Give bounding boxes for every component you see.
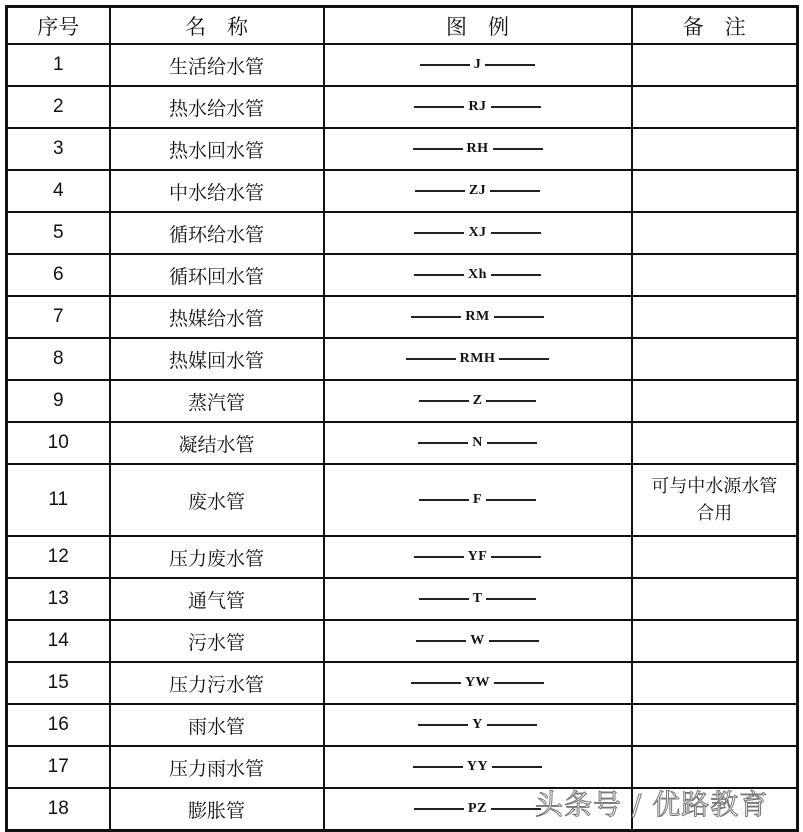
legend-symbol [325, 351, 631, 367]
legend-cell [324, 86, 632, 128]
pipe-name: 压力污水管 [110, 662, 324, 704]
line-right [491, 808, 541, 810]
header-index: 序号 [7, 7, 110, 45]
line-left [418, 442, 468, 444]
line-right [486, 499, 536, 501]
line-left [419, 400, 469, 402]
line-left [415, 190, 465, 192]
legend-cell [324, 296, 632, 338]
note-cell [632, 170, 798, 212]
note-cell [632, 746, 798, 788]
legend-cell [324, 746, 632, 788]
header-legend: 图 例 [324, 7, 632, 45]
table-row [7, 536, 798, 578]
header-row [7, 7, 798, 45]
watermark: 头条号 / 优路教育 [535, 788, 769, 821]
line-left [413, 148, 463, 150]
row-index: 17 [7, 746, 110, 788]
legend-symbol [325, 435, 631, 451]
pipe-code: RM [465, 309, 490, 324]
legend-cell [324, 254, 632, 296]
table-row [7, 212, 798, 254]
table-row [7, 338, 798, 380]
table-row [7, 170, 798, 212]
table-row [7, 296, 798, 338]
note-cell [632, 212, 798, 254]
table-row [7, 422, 798, 464]
line-right [490, 190, 540, 192]
table-row [7, 128, 798, 170]
line-left [414, 232, 464, 234]
line-left [419, 598, 469, 600]
pipe-code: PZ [468, 801, 487, 816]
line-left [411, 682, 461, 684]
legend-cell [324, 338, 632, 380]
pipe-legend-table [5, 5, 799, 832]
pipe-name: 生活给水管 [110, 44, 324, 86]
row-index: 5 [7, 212, 110, 254]
note-cell [632, 620, 798, 662]
pipe-code: Xh [468, 267, 487, 282]
table-row [7, 44, 798, 86]
legend-cell [324, 212, 632, 254]
line-right [492, 766, 542, 768]
table-row [7, 578, 798, 620]
line-right [491, 274, 541, 276]
legend-symbol [325, 225, 631, 241]
pipe-code: Y [472, 717, 483, 732]
pipe-code: YF [467, 549, 488, 564]
line-left [414, 106, 464, 108]
legend-symbol [325, 717, 631, 733]
note-cell [632, 128, 798, 170]
pipe-code: RMH [459, 351, 496, 366]
row-index: 6 [7, 254, 110, 296]
pipe-code: N [472, 435, 483, 450]
legend-symbol [325, 591, 631, 607]
legend-cell [324, 620, 632, 662]
pipe-code: ZJ [468, 183, 487, 198]
header-name: 名 称 [110, 7, 324, 45]
pipe-code: XJ [468, 225, 487, 240]
legend-cell [324, 704, 632, 746]
line-left [413, 766, 463, 768]
line-left [416, 640, 466, 642]
pipe-name: 循环回水管 [110, 254, 324, 296]
pipe-name: 废水管 [110, 464, 324, 536]
pipe-name: 热水给水管 [110, 86, 324, 128]
legend-cell [324, 536, 632, 578]
legend-symbol [325, 759, 631, 775]
legend-symbol [325, 57, 631, 73]
line-right [486, 598, 536, 600]
row-index: 9 [7, 380, 110, 422]
pipe-name: 膨胀管 [110, 788, 324, 831]
pipe-code: W [470, 633, 485, 648]
note-cell [632, 536, 798, 578]
legend-cell [324, 170, 632, 212]
pipe-name: 热媒给水管 [110, 296, 324, 338]
pipe-code: T [472, 591, 483, 606]
line-right [499, 358, 549, 360]
pipe-name: 雨水管 [110, 704, 324, 746]
line-left [406, 358, 456, 360]
note-cell [632, 662, 798, 704]
row-index: 10 [7, 422, 110, 464]
row-index: 7 [7, 296, 110, 338]
row-index: 15 [7, 662, 110, 704]
pipe-code: YW [464, 675, 491, 690]
note-cell [632, 464, 798, 536]
line-right [489, 640, 539, 642]
note-cell [632, 338, 798, 380]
pipe-name: 通气管 [110, 578, 324, 620]
legend-symbol [325, 633, 631, 649]
legend-symbol [325, 141, 631, 157]
pipe-code: YY [466, 759, 489, 774]
row-index: 11 [7, 464, 110, 536]
legend-symbol [325, 99, 631, 115]
row-index: 4 [7, 170, 110, 212]
pipe-name: 凝结水管 [110, 422, 324, 464]
note-cell [632, 296, 798, 338]
pipe-code: Z [472, 393, 483, 408]
pipe-name: 压力废水管 [110, 536, 324, 578]
legend-cell [324, 44, 632, 86]
row-index: 8 [7, 338, 110, 380]
note-cell [632, 254, 798, 296]
pipe-name: 蒸汽管 [110, 380, 324, 422]
line-right [491, 106, 541, 108]
line-right [487, 442, 537, 444]
line-right [493, 148, 543, 150]
note-cell [632, 422, 798, 464]
table-row [7, 86, 798, 128]
row-index: 2 [7, 86, 110, 128]
line-left [420, 64, 470, 66]
line-right [486, 400, 536, 402]
note-cell [632, 704, 798, 746]
pipe-code: J [473, 57, 482, 72]
pipe-code: RH [466, 141, 489, 156]
legend-cell [324, 128, 632, 170]
line-left [411, 316, 461, 318]
note-cell [632, 380, 798, 422]
row-index: 12 [7, 536, 110, 578]
legend-symbol [325, 267, 631, 283]
legend-symbol [325, 549, 631, 565]
table-row [7, 380, 798, 422]
pipe-name: 热媒回水管 [110, 338, 324, 380]
note-cell [632, 44, 798, 86]
pipe-name: 热水回水管 [110, 128, 324, 170]
legend-symbol [325, 393, 631, 409]
line-left [414, 274, 464, 276]
legend-symbol [325, 675, 631, 691]
pipe-code: RJ [468, 99, 487, 114]
table-row [7, 746, 798, 788]
pipe-name: 压力雨水管 [110, 746, 324, 788]
table-row [7, 620, 798, 662]
row-index: 3 [7, 128, 110, 170]
legend-cell [324, 380, 632, 422]
row-index: 14 [7, 620, 110, 662]
legend-symbol [325, 183, 631, 199]
row-index: 18 [7, 788, 110, 831]
legend-cell [324, 578, 632, 620]
row-index: 13 [7, 578, 110, 620]
line-left [414, 556, 464, 558]
line-left [418, 724, 468, 726]
pipe-name: 污水管 [110, 620, 324, 662]
table-row [7, 662, 798, 704]
legend-cell [324, 464, 632, 536]
row-index: 16 [7, 704, 110, 746]
line-right [485, 64, 535, 66]
note-cell [632, 86, 798, 128]
line-right [494, 682, 544, 684]
legend-symbol [325, 492, 631, 508]
note-text: 可与中水源水管合用 [651, 476, 778, 524]
pipe-code: F [472, 492, 483, 507]
table-row [7, 464, 798, 536]
pipe-name: 循环给水管 [110, 212, 324, 254]
table-row [7, 254, 798, 296]
header-note: 备 注 [632, 7, 798, 45]
line-right [487, 724, 537, 726]
line-right [491, 232, 541, 234]
note-cell [632, 578, 798, 620]
legend-symbol [325, 309, 631, 325]
line-left [414, 808, 464, 810]
line-left [419, 499, 469, 501]
pipe-name: 中水给水管 [110, 170, 324, 212]
line-right [491, 556, 541, 558]
table-row [7, 704, 798, 746]
row-index: 1 [7, 44, 110, 86]
line-right [494, 316, 544, 318]
legend-cell [324, 662, 632, 704]
legend-cell [324, 422, 632, 464]
